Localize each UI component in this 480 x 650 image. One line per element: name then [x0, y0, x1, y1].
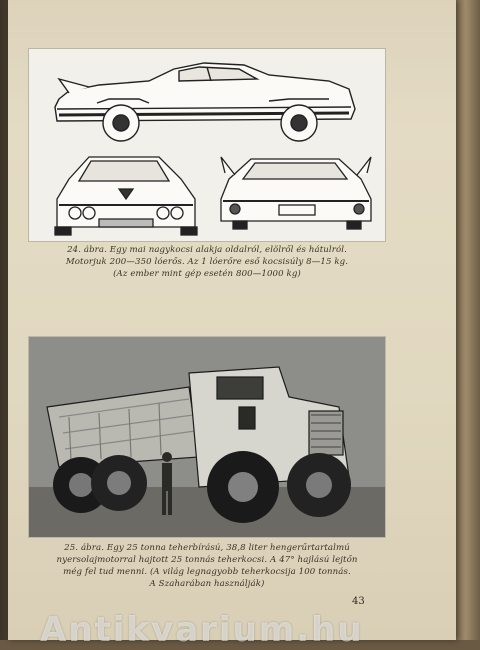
figure-24-caption	[32, 244, 382, 280]
book-page	[8, 0, 456, 640]
car-rear-view	[221, 157, 371, 229]
caption-line: még fel tud menni. (A világ legnagyobb teherkocsija 100 tonnás.	[63, 567, 351, 577]
car-side-view	[55, 63, 355, 141]
car-front-view	[55, 157, 197, 235]
caption-line: 24. ábra. Egy mai nagykocsi alakja oldalról, elölről és hátulról.	[67, 245, 347, 255]
figure-25-caption	[32, 542, 382, 590]
figure-25-truck-photo	[28, 336, 386, 538]
caption-line: 25. ábra. Egy 25 tonna teherbírású, 38,8 liter hengerűrtartalmú	[64, 543, 350, 553]
figure-24-car-drawings	[28, 48, 386, 242]
caption-line: Motorjuk 200—350 lóerős. Az 1 lóerőre eső kocsisúly 8—15 kg.	[65, 257, 349, 267]
car-illustration	[29, 49, 385, 241]
watermark-text: Antikvarium.hu	[40, 610, 364, 650]
caption-line: nyersolajmotorral hajtott 25 tonnás teherkocsi. A 47° hajlású lejtőn	[56, 555, 358, 565]
caption-line: A Szaharában használják)	[149, 579, 265, 589]
book-spine	[456, 0, 480, 640]
page-number: 43	[352, 596, 365, 607]
caption-line: (Az ember mint gép esetén 800—1000 kg)	[113, 269, 301, 279]
truck-illustration	[29, 337, 385, 537]
